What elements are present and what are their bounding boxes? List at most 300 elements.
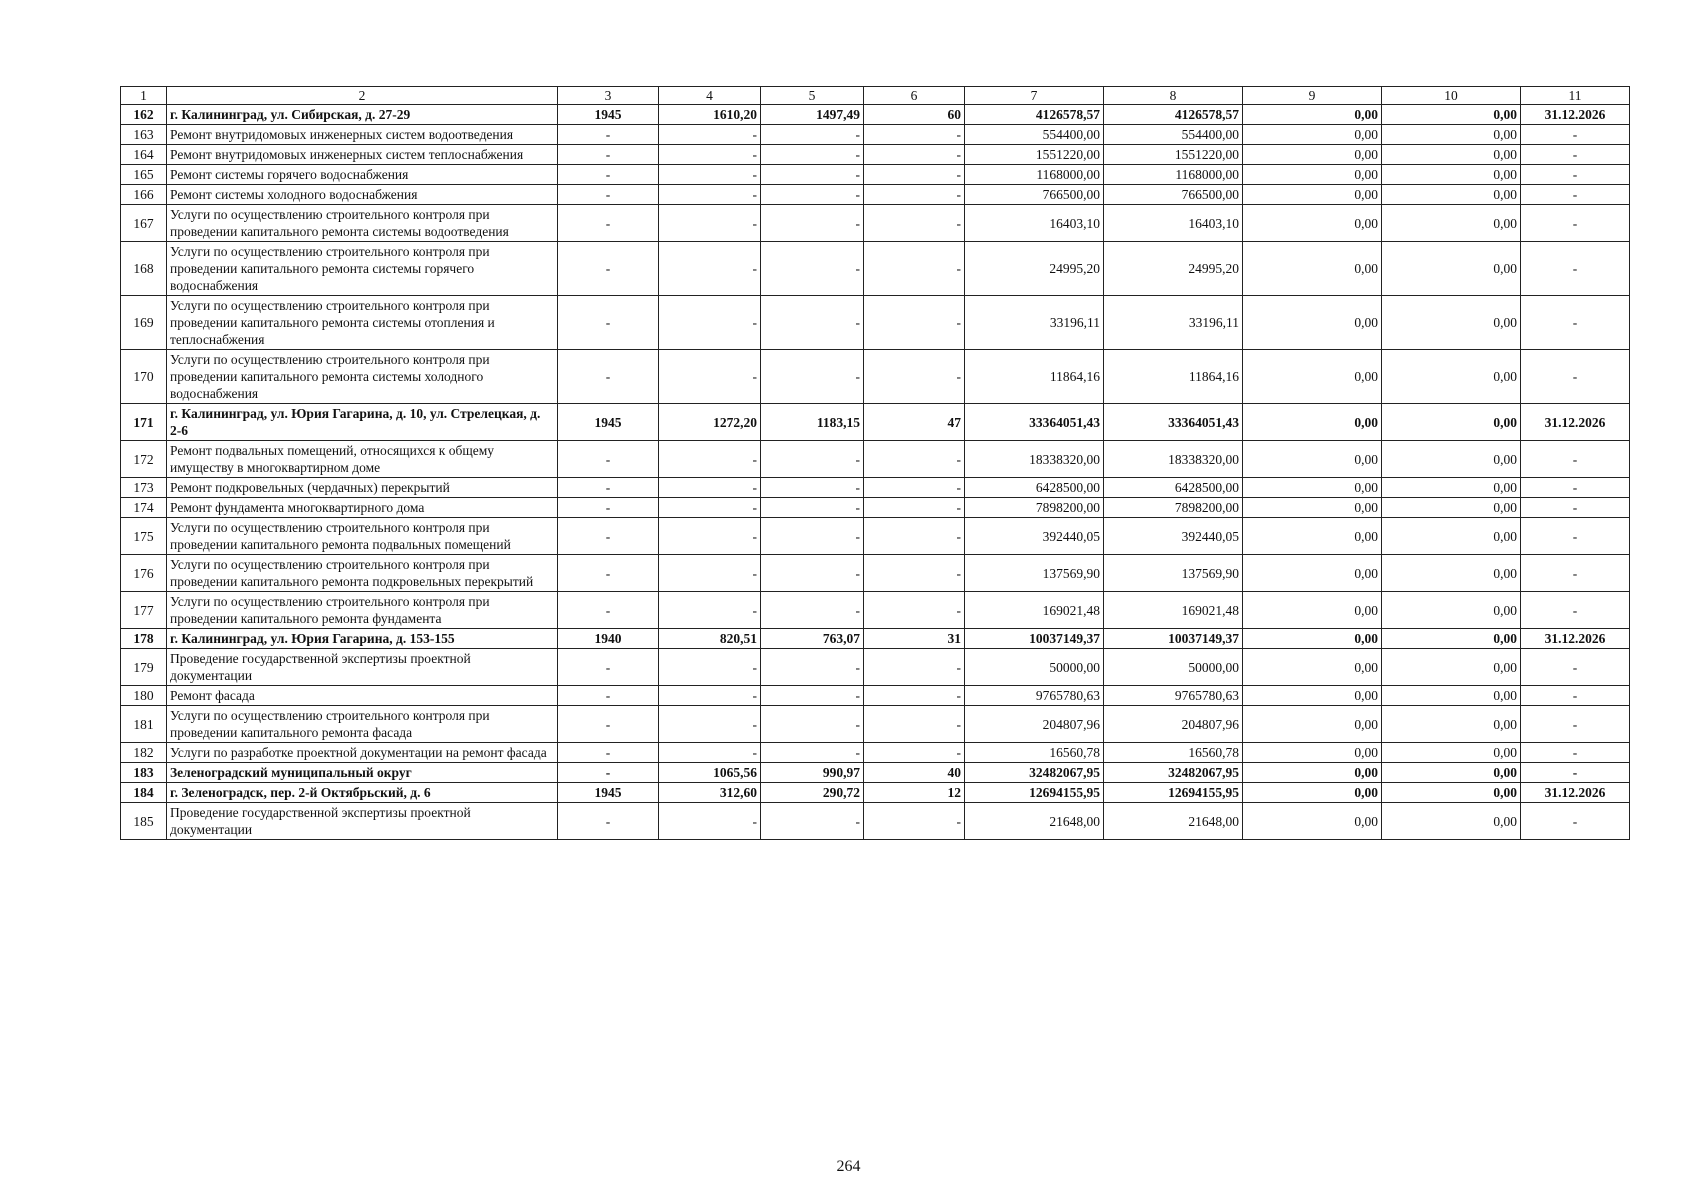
cell-col11: - <box>1521 185 1630 205</box>
cell-col4: - <box>659 125 761 145</box>
cell-col7: 33196,11 <box>965 296 1104 350</box>
cell-col5: - <box>761 478 864 498</box>
cell-col4: - <box>659 205 761 242</box>
cell-col10: 0,00 <box>1382 478 1521 498</box>
column-number-row <box>121 87 1630 105</box>
row-number: 185 <box>121 803 167 840</box>
cell-col4: - <box>659 555 761 592</box>
row-number: 177 <box>121 592 167 629</box>
cell-col5: - <box>761 592 864 629</box>
table-row <box>121 145 1630 165</box>
cell-col5: - <box>761 686 864 706</box>
cell-col6: - <box>864 441 965 478</box>
cell-col5: - <box>761 165 864 185</box>
cell-col5: - <box>761 205 864 242</box>
cell-col6: - <box>864 686 965 706</box>
cell-col7: 554400,00 <box>965 125 1104 145</box>
cell-col5: - <box>761 145 864 165</box>
cell-col6: - <box>864 145 965 165</box>
cell-col11: - <box>1521 592 1630 629</box>
cell-col3: 1945 <box>558 105 659 125</box>
cell-col7: 766500,00 <box>965 185 1104 205</box>
table-row <box>121 296 1630 350</box>
column-header: 3 <box>558 87 659 105</box>
cell-col6: - <box>864 205 965 242</box>
cell-col11: - <box>1521 350 1630 404</box>
cell-col4: 1610,20 <box>659 105 761 125</box>
cell-col5: - <box>761 185 864 205</box>
cell-col5: - <box>761 296 864 350</box>
cell-col8: 766500,00 <box>1104 185 1243 205</box>
row-name: Услуги по осуществлению строительного контроля при проведении капитального ремонта фундамента <box>167 592 558 629</box>
cell-col6: 12 <box>864 783 965 803</box>
table-row <box>121 803 1630 840</box>
cell-col11: - <box>1521 686 1630 706</box>
cell-col3: - <box>558 478 659 498</box>
cell-col4: - <box>659 145 761 165</box>
cell-col9: 0,00 <box>1243 592 1382 629</box>
cell-col4: - <box>659 185 761 205</box>
cell-col9: 0,00 <box>1243 498 1382 518</box>
column-header: 6 <box>864 87 965 105</box>
row-name: Ремонт внутридомовых инженерных систем теплоснабжения <box>167 145 558 165</box>
cell-col8: 12694155,95 <box>1104 783 1243 803</box>
cell-col6: 40 <box>864 763 965 783</box>
cell-col10: 0,00 <box>1382 706 1521 743</box>
cell-col8: 24995,20 <box>1104 242 1243 296</box>
row-name: Ремонт подвальных помещений, относящихся к общему имуществу в многоквартирном доме <box>167 441 558 478</box>
cell-col11: - <box>1521 125 1630 145</box>
table-row <box>121 105 1630 125</box>
cell-col11: 31.12.2026 <box>1521 629 1630 649</box>
cell-col4: - <box>659 165 761 185</box>
table-row <box>121 763 1630 783</box>
cell-col3: 1945 <box>558 783 659 803</box>
row-number: 163 <box>121 125 167 145</box>
cell-col7: 137569,90 <box>965 555 1104 592</box>
row-number: 172 <box>121 441 167 478</box>
cell-col10: 0,00 <box>1382 803 1521 840</box>
cell-col3: - <box>558 205 659 242</box>
table-row <box>121 350 1630 404</box>
cell-col10: 0,00 <box>1382 205 1521 242</box>
cell-col4: - <box>659 686 761 706</box>
row-number: 180 <box>121 686 167 706</box>
cell-col9: 0,00 <box>1243 242 1382 296</box>
row-name: Проведение государственной экспертизы проектной документации <box>167 649 558 686</box>
cell-col3: - <box>558 686 659 706</box>
cell-col7: 392440,05 <box>965 518 1104 555</box>
cell-col7: 11864,16 <box>965 350 1104 404</box>
cell-col3: - <box>558 242 659 296</box>
cell-col8: 554400,00 <box>1104 125 1243 145</box>
cell-col5: - <box>761 441 864 478</box>
cell-col11: - <box>1521 649 1630 686</box>
cell-col8: 21648,00 <box>1104 803 1243 840</box>
cell-col10: 0,00 <box>1382 165 1521 185</box>
row-number: 176 <box>121 555 167 592</box>
cell-col11: 31.12.2026 <box>1521 404 1630 441</box>
cell-col9: 0,00 <box>1243 185 1382 205</box>
cell-col3: - <box>558 125 659 145</box>
column-header: 5 <box>761 87 864 105</box>
cell-col6: - <box>864 185 965 205</box>
table-row <box>121 498 1630 518</box>
cell-col4: - <box>659 296 761 350</box>
row-name: Проведение государственной экспертизы проектной документации <box>167 803 558 840</box>
cell-col7: 1168000,00 <box>965 165 1104 185</box>
cell-col5: - <box>761 498 864 518</box>
cell-col4: - <box>659 518 761 555</box>
row-name: Ремонт системы горячего водоснабжения <box>167 165 558 185</box>
cell-col6: - <box>864 498 965 518</box>
cell-col8: 16560,78 <box>1104 743 1243 763</box>
cell-col9: 0,00 <box>1243 441 1382 478</box>
row-number: 184 <box>121 783 167 803</box>
cell-col4: - <box>659 803 761 840</box>
row-name: г. Зеленоградск, пер. 2-й Октябрьский, д. 6 <box>167 783 558 803</box>
cell-col7: 12694155,95 <box>965 783 1104 803</box>
data-table <box>120 86 1630 840</box>
cell-col8: 16403,10 <box>1104 205 1243 242</box>
cell-col10: 0,00 <box>1382 404 1521 441</box>
cell-col5: - <box>761 125 864 145</box>
cell-col10: 0,00 <box>1382 649 1521 686</box>
cell-col9: 0,00 <box>1243 649 1382 686</box>
cell-col5: - <box>761 242 864 296</box>
column-header: 8 <box>1104 87 1243 105</box>
cell-col8: 1551220,00 <box>1104 145 1243 165</box>
cell-col8: 18338320,00 <box>1104 441 1243 478</box>
cell-col7: 24995,20 <box>965 242 1104 296</box>
cell-col6: - <box>864 518 965 555</box>
cell-col11: - <box>1521 242 1630 296</box>
row-name: г. Калининград, ул. Сибирская, д. 27-29 <box>167 105 558 125</box>
cell-col5: - <box>761 803 864 840</box>
cell-col6: - <box>864 165 965 185</box>
table-row <box>121 205 1630 242</box>
cell-col9: 0,00 <box>1243 145 1382 165</box>
cell-col3: - <box>558 743 659 763</box>
column-header: 1 <box>121 87 167 105</box>
row-number: 170 <box>121 350 167 404</box>
row-number: 164 <box>121 145 167 165</box>
cell-col3: - <box>558 498 659 518</box>
cell-col8: 7898200,00 <box>1104 498 1243 518</box>
row-number: 169 <box>121 296 167 350</box>
cell-col11: - <box>1521 205 1630 242</box>
row-number: 181 <box>121 706 167 743</box>
row-name: Услуги по осуществлению строительного контроля при проведении капитального ремонта системы холодного водоснабжения <box>167 350 558 404</box>
table-row <box>121 743 1630 763</box>
cell-col8: 33364051,43 <box>1104 404 1243 441</box>
cell-col4: 1065,56 <box>659 763 761 783</box>
cell-col10: 0,00 <box>1382 743 1521 763</box>
cell-col3: - <box>558 185 659 205</box>
cell-col10: 0,00 <box>1382 763 1521 783</box>
cell-col9: 0,00 <box>1243 629 1382 649</box>
column-header: 7 <box>965 87 1104 105</box>
cell-col4: - <box>659 706 761 743</box>
cell-col9: 0,00 <box>1243 706 1382 743</box>
cell-col4: - <box>659 743 761 763</box>
cell-col7: 32482067,95 <box>965 763 1104 783</box>
row-number: 182 <box>121 743 167 763</box>
cell-col8: 204807,96 <box>1104 706 1243 743</box>
cell-col11: - <box>1521 763 1630 783</box>
cell-col9: 0,00 <box>1243 803 1382 840</box>
table-row <box>121 242 1630 296</box>
cell-col7: 16403,10 <box>965 205 1104 242</box>
cell-col10: 0,00 <box>1382 350 1521 404</box>
cell-col7: 169021,48 <box>965 592 1104 629</box>
cell-col3: - <box>558 592 659 629</box>
cell-col9: 0,00 <box>1243 165 1382 185</box>
cell-col6: 31 <box>864 629 965 649</box>
cell-col8: 137569,90 <box>1104 555 1243 592</box>
cell-col11: - <box>1521 706 1630 743</box>
cell-col8: 6428500,00 <box>1104 478 1243 498</box>
row-number: 168 <box>121 242 167 296</box>
row-name: Услуги по осуществлению строительного контроля при проведении капитального ремонта системы горячего водоснабжения <box>167 242 558 296</box>
cell-col7: 21648,00 <box>965 803 1104 840</box>
table-row <box>121 783 1630 803</box>
cell-col11: - <box>1521 145 1630 165</box>
table-row <box>121 441 1630 478</box>
cell-col9: 0,00 <box>1243 555 1382 592</box>
cell-col11: 31.12.2026 <box>1521 783 1630 803</box>
page-number: 264 <box>836 1158 861 1175</box>
cell-col5: 1183,15 <box>761 404 864 441</box>
cell-col10: 0,00 <box>1382 441 1521 478</box>
cell-col4: 820,51 <box>659 629 761 649</box>
cell-col9: 0,00 <box>1243 296 1382 350</box>
table-row <box>121 518 1630 555</box>
cell-col8: 33196,11 <box>1104 296 1243 350</box>
cell-col10: 0,00 <box>1382 242 1521 296</box>
cell-col10: 0,00 <box>1382 105 1521 125</box>
cell-col8: 50000,00 <box>1104 649 1243 686</box>
cell-col8: 392440,05 <box>1104 518 1243 555</box>
cell-col6: - <box>864 478 965 498</box>
cell-col10: 0,00 <box>1382 686 1521 706</box>
cell-col11: - <box>1521 518 1630 555</box>
row-name: Услуги по осуществлению строительного контроля при проведении капитального ремонта подкровельных перекрытий <box>167 555 558 592</box>
row-name: Ремонт системы холодного водоснабжения <box>167 185 558 205</box>
row-number: 178 <box>121 629 167 649</box>
cell-col8: 1168000,00 <box>1104 165 1243 185</box>
cell-col7: 18338320,00 <box>965 441 1104 478</box>
row-number: 166 <box>121 185 167 205</box>
cell-col7: 16560,78 <box>965 743 1104 763</box>
cell-col11: - <box>1521 441 1630 478</box>
row-number: 171 <box>121 404 167 441</box>
cell-col6: - <box>864 350 965 404</box>
row-name: Ремонт фасада <box>167 686 558 706</box>
cell-col10: 0,00 <box>1382 145 1521 165</box>
cell-col7: 4126578,57 <box>965 105 1104 125</box>
table-row <box>121 478 1630 498</box>
cell-col6: 47 <box>864 404 965 441</box>
cell-col3: - <box>558 350 659 404</box>
cell-col5: - <box>761 350 864 404</box>
cell-col6: - <box>864 706 965 743</box>
table-row <box>121 555 1630 592</box>
cell-col5: - <box>761 555 864 592</box>
cell-col6: - <box>864 555 965 592</box>
cell-col3: - <box>558 649 659 686</box>
cell-col11: - <box>1521 803 1630 840</box>
cell-col3: - <box>558 706 659 743</box>
cell-col4: - <box>659 498 761 518</box>
cell-col8: 169021,48 <box>1104 592 1243 629</box>
cell-col9: 0,00 <box>1243 478 1382 498</box>
cell-col3: - <box>558 763 659 783</box>
cell-col7: 33364051,43 <box>965 404 1104 441</box>
cell-col6: - <box>864 649 965 686</box>
cell-col5: - <box>761 649 864 686</box>
cell-col3: - <box>558 296 659 350</box>
column-header: 4 <box>659 87 761 105</box>
cell-col4: - <box>659 350 761 404</box>
cell-col4: - <box>659 649 761 686</box>
table-row <box>121 686 1630 706</box>
cell-col6: - <box>864 803 965 840</box>
cell-col5: - <box>761 706 864 743</box>
cell-col7: 7898200,00 <box>965 498 1104 518</box>
cell-col9: 0,00 <box>1243 743 1382 763</box>
cell-col8: 32482067,95 <box>1104 763 1243 783</box>
row-name: Услуги по осуществлению строительного контроля при проведении капитального ремонта фасада <box>167 706 558 743</box>
cell-col11: - <box>1521 498 1630 518</box>
cell-col11: - <box>1521 296 1630 350</box>
cell-col3: - <box>558 518 659 555</box>
cell-col10: 0,00 <box>1382 555 1521 592</box>
column-header: 2 <box>167 87 558 105</box>
cell-col9: 0,00 <box>1243 404 1382 441</box>
row-number: 183 <box>121 763 167 783</box>
row-name: Услуги по осуществлению строительного контроля при проведении капитального ремонта системы водоотведения <box>167 205 558 242</box>
cell-col3: - <box>558 165 659 185</box>
cell-col10: 0,00 <box>1382 125 1521 145</box>
cell-col5: 763,07 <box>761 629 864 649</box>
table-row <box>121 706 1630 743</box>
table-row <box>121 649 1630 686</box>
cell-col3: 1940 <box>558 629 659 649</box>
cell-col11: - <box>1521 478 1630 498</box>
cell-col10: 0,00 <box>1382 185 1521 205</box>
cell-col9: 0,00 <box>1243 105 1382 125</box>
row-number: 173 <box>121 478 167 498</box>
row-name: Услуги по осуществлению строительного контроля при проведении капитального ремонта системы отопления и теплоснабжения <box>167 296 558 350</box>
cell-col3: 1945 <box>558 404 659 441</box>
cell-col4: - <box>659 441 761 478</box>
cell-col11: 31.12.2026 <box>1521 105 1630 125</box>
cell-col5: 990,97 <box>761 763 864 783</box>
row-number: 167 <box>121 205 167 242</box>
table-row <box>121 185 1630 205</box>
cell-col3: - <box>558 441 659 478</box>
row-name: г. Калининград, ул. Юрия Гагарина, д. 153-155 <box>167 629 558 649</box>
cell-col8: 4126578,57 <box>1104 105 1243 125</box>
cell-col5: 290,72 <box>761 783 864 803</box>
cell-col7: 50000,00 <box>965 649 1104 686</box>
cell-col8: 10037149,37 <box>1104 629 1243 649</box>
cell-col5: - <box>761 743 864 763</box>
row-number: 175 <box>121 518 167 555</box>
cell-col6: - <box>864 296 965 350</box>
cell-col4: - <box>659 592 761 629</box>
cell-col6: 60 <box>864 105 965 125</box>
cell-col7: 9765780,63 <box>965 686 1104 706</box>
cell-col9: 0,00 <box>1243 350 1382 404</box>
column-header: 9 <box>1243 87 1382 105</box>
cell-col4: 312,60 <box>659 783 761 803</box>
row-name: Ремонт внутридомовых инженерных систем водоотведения <box>167 125 558 145</box>
cell-col7: 10037149,37 <box>965 629 1104 649</box>
cell-col4: - <box>659 242 761 296</box>
cell-col3: - <box>558 555 659 592</box>
table-row <box>121 592 1630 629</box>
cell-col9: 0,00 <box>1243 783 1382 803</box>
cell-col4: 1272,20 <box>659 404 761 441</box>
row-name: Ремонт фундамента многоквартирного дома <box>167 498 558 518</box>
row-name: г. Калининград, ул. Юрия Гагарина, д. 10, ул. Стрелецкая, д. 2-6 <box>167 404 558 441</box>
cell-col7: 1551220,00 <box>965 145 1104 165</box>
cell-col10: 0,00 <box>1382 296 1521 350</box>
table-row <box>121 165 1630 185</box>
row-number: 165 <box>121 165 167 185</box>
row-name: Услуги по разработке проектной документации на ремонт фасада <box>167 743 558 763</box>
cell-col7: 6428500,00 <box>965 478 1104 498</box>
row-number: 174 <box>121 498 167 518</box>
column-header: 11 <box>1521 87 1630 105</box>
cell-col3: - <box>558 803 659 840</box>
cell-col9: 0,00 <box>1243 686 1382 706</box>
cell-col4: - <box>659 478 761 498</box>
row-name: Ремонт подкровельных (чердачных) перекрытий <box>167 478 558 498</box>
cell-col5: - <box>761 518 864 555</box>
cell-col6: - <box>864 125 965 145</box>
table-row <box>121 404 1630 441</box>
row-number: 162 <box>121 105 167 125</box>
table-row <box>121 629 1630 649</box>
cell-col5: 1497,49 <box>761 105 864 125</box>
cell-col9: 0,00 <box>1243 125 1382 145</box>
row-name: Услуги по осуществлению строительного контроля при проведении капитального ремонта подвальных помещений <box>167 518 558 555</box>
cell-col3: - <box>558 145 659 165</box>
cell-col10: 0,00 <box>1382 629 1521 649</box>
cell-col11: - <box>1521 555 1630 592</box>
row-number: 179 <box>121 649 167 686</box>
cell-col10: 0,00 <box>1382 518 1521 555</box>
cell-col6: - <box>864 242 965 296</box>
cell-col10: 0,00 <box>1382 592 1521 629</box>
cell-col11: - <box>1521 165 1630 185</box>
cell-col9: 0,00 <box>1243 763 1382 783</box>
cell-col9: 0,00 <box>1243 205 1382 242</box>
cell-col11: - <box>1521 743 1630 763</box>
cell-col8: 9765780,63 <box>1104 686 1243 706</box>
cell-col7: 204807,96 <box>965 706 1104 743</box>
table-row <box>121 125 1630 145</box>
cell-col10: 0,00 <box>1382 783 1521 803</box>
column-header: 10 <box>1382 87 1521 105</box>
row-name: Зеленоградский муниципальный округ <box>167 763 558 783</box>
cell-col6: - <box>864 592 965 629</box>
cell-col6: - <box>864 743 965 763</box>
cell-col8: 11864,16 <box>1104 350 1243 404</box>
